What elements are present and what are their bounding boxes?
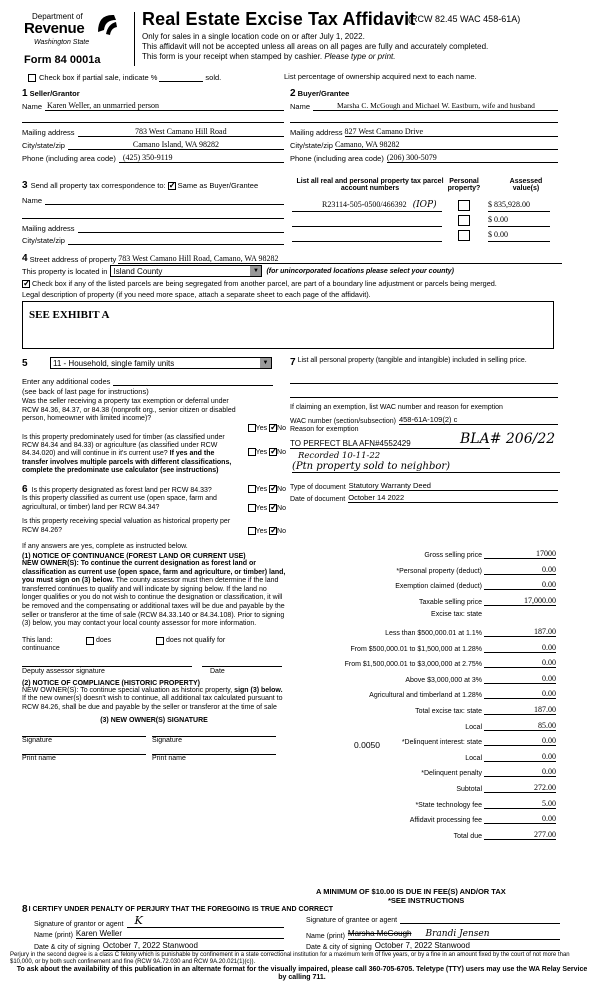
header-line-3a: This form is your receipt when stamped by cashier. <box>142 52 323 61</box>
grantor-date-row <box>34 941 284 951</box>
reason-hand-note[interactable]: (Ptn property sold to neighbor) <box>292 461 560 473</box>
seller-phone-label: Phone (including area code) <box>22 154 116 163</box>
notice-2-title: (2) NOTICE OF COMPLIANCE (HISTORIC PROPERTY) <box>22 679 200 687</box>
street-label: Street address of property <box>29 255 117 264</box>
tax-row-value[interactable]: 272.00 <box>484 783 556 793</box>
tax-row <box>290 627 556 637</box>
tax-row-value[interactable]: 17000 <box>484 549 556 559</box>
parcel-1-personal-checkbox[interactable] <box>458 200 470 211</box>
wac-field[interactable]: 458-61A-109(2) c <box>399 415 558 425</box>
land-use-select[interactable] <box>50 357 272 369</box>
tax-row-value[interactable]: 0.00 <box>484 565 556 575</box>
historic-no-label: No <box>277 527 286 535</box>
grantee-name-field[interactable] <box>348 929 560 940</box>
tax-row-value[interactable]: 0.00 <box>484 658 556 668</box>
forest-yes-label: Yes <box>255 485 268 493</box>
legal-desc-label: Legal description of property (if you need more space, attach a separate sheet to each page of the affidavit). <box>22 290 371 299</box>
county-select[interactable] <box>110 265 262 277</box>
tax-row-label: Total excise tax: state <box>415 708 482 715</box>
timber-question-note: If yes and the transfer involves multiple parcels with different classifications, complete the predominate use calculator (see instructions) <box>22 450 232 474</box>
parcel-2-value[interactable]: $ 0.00 <box>488 215 550 227</box>
tax-row-label: Above $3,000,000 at 3% <box>405 676 482 684</box>
deputy-sig-label: Deputy assessor signature <box>22 667 105 675</box>
tax-row <box>290 580 556 590</box>
legal-desc-text: SEE EXHIBIT A <box>29 309 110 321</box>
dor-logo <box>22 12 122 56</box>
exemption-no-label: No <box>277 424 286 432</box>
tax-row <box>290 611 556 618</box>
parcel-3-personal-checkbox[interactable] <box>458 230 470 241</box>
seller-name-label: Name <box>22 102 43 111</box>
tax-row-label: Local <box>465 723 482 731</box>
county-note: (for unincorporated locations please select your county) <box>266 267 454 275</box>
logo-revenue: Revenue <box>24 20 85 37</box>
grantor-date-label: Date & city of signing <box>34 944 100 951</box>
tax-row <box>290 596 556 606</box>
historic-no-checkbox[interactable] <box>269 527 277 535</box>
form-number: Form 84 0001a <box>24 54 101 66</box>
personal-property-line-2[interactable] <box>290 384 558 398</box>
tax-row-value[interactable]: 0.00 <box>484 689 556 699</box>
deputy-sig-line[interactable] <box>22 666 192 667</box>
tax-row-value[interactable]: 187.00 <box>484 705 556 715</box>
does-qualify-checkbox[interactable] <box>86 637 94 645</box>
seller-phone-field[interactable]: (425) 350-9119 <box>119 153 284 163</box>
reason-field[interactable]: TO PERFECT BLA AFN#4552429 <box>290 439 490 449</box>
seller-city-label: City/state/zip <box>22 141 65 150</box>
buyer-name-field[interactable]: Marsha C. McGough and Michael W. Eastburn, wife and husband <box>313 101 558 111</box>
tax-row <box>290 814 556 824</box>
buyer-section <box>290 88 558 163</box>
forest-yes-checkbox[interactable] <box>248 485 256 493</box>
timber-no-checkbox[interactable] <box>269 448 277 456</box>
doc-date-field[interactable]: October 14 2022 <box>348 493 558 503</box>
segregated-label: Check box if any of the listed parcels are being segregated from another parcel, are part of a boundary line adjustment or parcels being merged. <box>32 279 497 288</box>
timber-yes-label: Yes <box>255 448 268 456</box>
grantee-date-field[interactable]: October 7, 2022 Stanwood <box>375 941 560 951</box>
current-use-no-label: No <box>277 504 286 512</box>
tax-row <box>290 799 556 809</box>
corr-name-field[interactable] <box>45 196 284 205</box>
tax-row-label: Taxable selling price <box>418 598 482 606</box>
wac-label: WAC number (section/subsection) <box>290 418 396 425</box>
reason-label: Reason for exemption <box>290 426 359 433</box>
buyer-city-field[interactable]: Camano, WA 98282 <box>335 140 558 150</box>
exemption-question: Was the seller receiving a property tax exemption or deferral under RCW 84.36, 84.37, or 84.38 (nonprofit org., senior citizen or disabled person, homeowner with limited income)? <box>22 398 236 422</box>
grantee-name-row <box>306 929 560 940</box>
tax-row <box>290 736 556 746</box>
partial-sale-row <box>28 73 221 82</box>
notice-2-text-a: NEW OWNER(S): To continue special valuation as historic property, <box>22 686 233 694</box>
correspondence-label: Send all property tax correspondence to: <box>30 181 166 190</box>
parcel-1-field[interactable] <box>292 200 442 212</box>
tax-row <box>290 783 556 793</box>
personal-col-header: Personal property? <box>447 178 481 192</box>
seller-section <box>22 88 284 163</box>
corr-name-line-2[interactable] <box>22 205 284 219</box>
parcel-2-field[interactable] <box>292 215 442 227</box>
minimum-due-note: A MINIMUM OF $10.00 IS DUE IN FEE(S) AND/OR TAX <box>316 887 506 896</box>
section-6 <box>22 484 286 762</box>
same-as-buyer-label: Same as Buyer/Grantee <box>177 181 259 190</box>
this-land-label: This land: <box>22 637 53 645</box>
tax-row-value[interactable]: 0.00 <box>484 767 556 777</box>
does-label: does <box>96 637 112 645</box>
seller-title: Seller/Grantor <box>29 89 80 98</box>
additional-codes-label: Enter any additional codes <box>22 377 111 386</box>
notice-1-text <box>22 560 286 629</box>
parcel-1-value[interactable]: $ 835,928.00 <box>488 200 550 212</box>
tax-row-value[interactable]: 85.00 <box>484 721 556 731</box>
owner-print-1-label: Print name <box>22 754 56 762</box>
section-4-number: 4 <box>22 253 28 264</box>
exemption-instructions: If claiming an exemption, list WAC number and reason for exemption <box>290 404 503 411</box>
grantee-sig-row <box>306 914 560 924</box>
partial-sale-checkbox[interactable] <box>28 74 36 82</box>
see-instructions-note: *SEE INSTRUCTIONS <box>388 896 465 905</box>
alternate-format-note: To ask about the availability of this publication in an alternate format for the visually impaired, please call 360-705-6705. Teletype (TTY) users may use the WA Relay Service by calling 711. <box>16 966 588 981</box>
section-3-number: 3 <box>22 180 28 191</box>
corr-mail-label: Mailing address <box>22 224 75 233</box>
tax-row-label: Total due <box>453 832 482 840</box>
land-use-value: 11 - Household, single family units <box>53 359 175 368</box>
tax-row-value[interactable]: 5.00 <box>484 799 556 809</box>
exemption-yes-checkbox[interactable] <box>248 424 256 432</box>
tax-row-label: Agricultural and timberland at 1.28% <box>369 692 482 700</box>
tax-row-label: *State technology fee <box>415 801 482 809</box>
tax-row-label: *Personal property (deduct) <box>396 567 482 575</box>
buyer-city-label: City/state/zip <box>290 141 333 150</box>
section-7-number: 7 <box>290 357 296 368</box>
deputy-date-label: Date <box>210 667 225 675</box>
tax-row-value[interactable]: 0.00 <box>484 814 556 824</box>
forest-question: Is this property designated as forest land per RCW 84.33? <box>31 487 212 494</box>
doc-date-label: Date of document <box>290 496 346 503</box>
section-5 <box>22 357 286 482</box>
logo-dept: Department of <box>32 12 83 21</box>
seller-mail-field[interactable]: 783 West Camano Hill Road <box>78 127 284 137</box>
buyer-mail-field[interactable]: 827 West Camano Drive <box>345 127 558 137</box>
section-1-number: 1 <box>22 88 28 99</box>
form-rcw: (RCW 82.45 WAC 458-61A) <box>408 14 521 24</box>
header-line-3b: Please type or print. <box>324 52 396 61</box>
grantee-sig-label: Signature of grantee or agent <box>306 917 398 924</box>
legal-desc-box[interactable] <box>22 301 554 349</box>
reason-hand-recorded: Recorded 10-11-22 <box>298 451 381 461</box>
reason-hand-bla: BLA# 206/22 <box>460 431 556 447</box>
owner-sig-2-label: Signature <box>152 736 182 744</box>
notice-2-text-b: sign (3) below. <box>234 686 283 694</box>
section-4 <box>22 253 562 349</box>
tax-row <box>290 549 556 559</box>
tax-row-label: Excise tax: state <box>431 611 482 619</box>
tax-row <box>290 643 556 653</box>
header-line-1: Only for sales in a single location code on or after July 1, 2022. <box>142 32 365 41</box>
notice-2-text <box>22 687 286 713</box>
logo-state: Washington State <box>34 39 90 46</box>
section-5-number: 5 <box>22 357 28 369</box>
deputy-date-line[interactable] <box>202 666 282 667</box>
corr-city-label: City/state/zip <box>22 236 65 245</box>
grantor-name-row <box>34 929 284 939</box>
corr-city-field[interactable] <box>68 236 284 245</box>
seller-name-field[interactable]: Karen Weller, an unmarried person <box>45 101 284 111</box>
timber-yes-checkbox[interactable] <box>248 448 256 456</box>
section-8-number: 8 <box>22 904 28 915</box>
tax-row <box>290 830 556 840</box>
tax-row-label: From $1,500,000.01 to $3,000,000 at 2.75% <box>344 661 482 669</box>
current-use-question: Is this property classified as current use (open space, farm and agricultural, or timber) land per RCW 84.34? <box>22 495 217 511</box>
exemption-yes-label: Yes <box>255 424 268 432</box>
notice-2-text-c: If the new owner(s) doesn't wish to continue, all additional tax calculated pursuant to RCW 84.26, shall be due and payable by the seller or transferor at the time of sale <box>22 695 283 711</box>
does-not-qualify-checkbox[interactable] <box>156 637 164 645</box>
current-use-yes-checkbox[interactable] <box>248 504 256 512</box>
seller-mail-label: Mailing address <box>22 128 75 137</box>
tax-row-value[interactable]: 17,000.00 <box>484 596 556 606</box>
partial-sale-sold: sold. <box>205 73 222 82</box>
grantee-name-struck: Marsha McGough <box>347 929 412 938</box>
chevron-down-icon: ▼ <box>250 266 261 276</box>
section-7 <box>290 357 558 503</box>
buyer-mail-label: Mailing address <box>290 128 343 137</box>
tax-row <box>290 767 556 777</box>
tax-row <box>290 674 556 684</box>
street-field[interactable]: 783 West Camano Hill Road, Camano, WA 98282 <box>118 254 562 264</box>
section-3 <box>22 180 284 245</box>
current-use-yes-label: Yes <box>255 504 268 512</box>
section-6-number: 6 <box>22 484 28 495</box>
grantee-date-row <box>306 941 560 951</box>
doc-type-field[interactable]: Statutory Warranty Deed <box>349 481 558 491</box>
seller-city-field[interactable]: Camano Island, WA 98282 <box>68 140 284 150</box>
tax-row-label: From $500,000.01 to $1,500,000 at 1.28% <box>350 645 482 653</box>
tax-row-label: Affidavit processing fee <box>409 817 482 825</box>
buyer-name-label: Name <box>290 102 311 111</box>
historic-yes-checkbox[interactable] <box>248 527 256 535</box>
located-label: This property is located in <box>22 266 108 276</box>
timber-question-text: Is this property predominately used for timber (as classified under RCW 84.34 and 84.33) or agriculture (as classified under RCW 84.34.020) and will continue in it's current use? <box>22 434 225 458</box>
form-title: Real Estate Excise Tax Affidavit <box>142 9 416 29</box>
tax-row-label: *Delinquent penalty <box>421 770 482 778</box>
parcel-3-value[interactable]: $ 0.00 <box>488 230 550 242</box>
tax-row-label: *Delinquent interest: state <box>401 739 482 747</box>
segregated-checkbox[interactable] <box>22 280 30 288</box>
tax-row-value[interactable]: 0.00 <box>484 643 556 653</box>
timber-no-label: No <box>277 448 286 456</box>
owner-sig-1-label: Signature <box>22 736 52 744</box>
parcel-2-personal-checkbox[interactable] <box>458 215 470 226</box>
grantee-date-label: Date & city of signing <box>306 944 372 951</box>
buyer-title: Buyer/Grantee <box>297 89 350 98</box>
tax-row-value[interactable]: 0.00 <box>484 674 556 684</box>
continuance-label: continuance <box>22 644 60 652</box>
additional-codes-field[interactable] <box>113 378 273 386</box>
see-instructions: (see back of last page for instructions) <box>22 387 149 396</box>
notice-1-title: (1) NOTICE OF CONTINUANCE (FOREST LAND OR CURRENT USE) <box>22 553 246 560</box>
seller-name-line-2[interactable] <box>22 111 284 123</box>
chevron-down-icon: ▼ <box>260 358 271 368</box>
tax-row-value[interactable]: 0.00 <box>484 752 556 762</box>
tax-row <box>290 721 556 731</box>
tax-row-value[interactable]: 0.00 <box>484 580 556 590</box>
parcel-1-number: R23114-505-0500/466392 <box>322 200 407 209</box>
partial-sale-label: Check box if partial sale, indicate % <box>39 73 158 82</box>
grantee-name-hand: Brandi Jensen <box>425 929 490 939</box>
tax-row <box>290 689 556 699</box>
current-use-no-checkbox[interactable] <box>269 504 277 512</box>
header-divider <box>134 12 135 66</box>
list-percentage-note: List percentage of ownership acquired next to each name. <box>284 72 477 81</box>
if-any-yes: If any answers are yes, complete as instructed below. <box>22 543 188 550</box>
buyer-phone-label: Phone (including area code) <box>290 154 384 163</box>
tax-row-label: Gross selling price <box>424 552 482 559</box>
forest-no-label: No <box>277 485 286 493</box>
grantor-date-field[interactable]: October 7, 2022 Stanwood <box>103 941 284 951</box>
tax-row-value[interactable]: 187.00 <box>484 627 556 637</box>
doc-type-label: Type of document <box>290 484 346 491</box>
grantor-name-field[interactable]: Karen Weller <box>76 929 284 939</box>
corr-name-label: Name <box>22 196 43 205</box>
personal-property-line-1[interactable] <box>290 368 558 384</box>
grantor-sig-label: Signature of grantor or agent <box>34 921 124 928</box>
exemption-no-checkbox[interactable] <box>269 424 277 432</box>
certify-title: I CERTIFY UNDER PENALTY OF PERJURY THAT THE FOREGOING IS TRUE AND CORRECT <box>28 906 334 913</box>
local-rate: 0.0050 <box>354 740 380 750</box>
buyer-name-line-2[interactable] <box>290 111 558 123</box>
county-value: Island County <box>113 267 163 276</box>
buyer-phone-field[interactable]: (206) 300-5079 <box>387 153 558 163</box>
parcel-col-header: List all real and personal property tax parcel account numbers <box>296 178 444 192</box>
tax-row-label: Less than $500,000.01 at 1.1% <box>385 630 482 637</box>
section-2-number: 2 <box>290 88 296 99</box>
tax-row-value[interactable]: 0.00 <box>484 736 556 746</box>
tax-row-value[interactable]: 277.00 <box>484 830 556 840</box>
grantee-sig-field[interactable] <box>400 914 560 924</box>
historic-question: Is this property receiving special valuation as historical property per RCW 84.26? <box>22 518 231 534</box>
parcel-3-field[interactable] <box>292 230 442 242</box>
timber-question <box>22 434 242 475</box>
historic-yes-label: Yes <box>255 527 268 535</box>
parcel-1-note: (IOP) <box>412 200 437 210</box>
grantor-name-label: Name (print) <box>34 932 73 939</box>
tax-row <box>290 752 556 762</box>
partial-sale-percent[interactable] <box>159 74 203 82</box>
tax-row <box>290 658 556 668</box>
notice-3-title: (3) NEW OWNER(S) SIGNATURE <box>100 716 208 724</box>
personal-property-text: List all personal property (tangible and intangible) included in selling price. <box>297 357 527 364</box>
forest-no-checkbox[interactable] <box>269 485 277 493</box>
tax-row-label: Subtotal <box>456 786 482 793</box>
grantor-sig-field[interactable]: K <box>127 914 284 928</box>
wa-emblem-icon <box>96 12 118 38</box>
corr-mail-field[interactable] <box>78 224 284 233</box>
tax-row <box>290 565 556 575</box>
perjury-notice: Perjury in the second degree is a class C felony which is punishable by confinement in a state correctional institution for a maximum term of five years, or by a fine in an amount fixed by the court of not more than $10,000, or by both such confinement and fine (RCW 9A.72.030 and RCW 9A.20.021(1)(c)). <box>10 952 570 965</box>
tax-row <box>290 705 556 715</box>
assessed-col-header: Assessed value(s) <box>509 178 543 192</box>
grantee-name-label: Name (print) <box>306 933 345 940</box>
owner-print-2-label: Print name <box>152 754 186 762</box>
notice-1-text-a: NEW OWNER(S): To continue the current designation as forest land or classification as current use (open space, farm and agriculture, or timber) land, you must sign on (3) below. <box>22 560 286 585</box>
header-line-2: This affidavit will not be accepted unless all areas on all pages are fully and accurately completed. <box>142 42 489 51</box>
tax-row-label: Exemption claimed (deduct) <box>395 583 482 591</box>
notice-1-text-b: The county assessor must then determine if the land transferred continues to qualify and will indicate by signing below. If the land no longer qualifies or you do not wish to continue the designation or classification, it will be removed and the compensating or additional taxes will be due and payable by the seller or transferor at the time of sale (RCW 84.33.140 or 84.34.108). Prior to signing (3) below, you may contact your local county assessor for more information. <box>22 577 285 628</box>
tax-row-label: Local <box>465 754 482 762</box>
does-not-qualify-label: does not qualify for <box>166 637 226 645</box>
header-line-3 <box>142 52 395 61</box>
same-as-buyer-checkbox[interactable] <box>168 182 176 190</box>
grantor-sig-row <box>34 914 284 928</box>
